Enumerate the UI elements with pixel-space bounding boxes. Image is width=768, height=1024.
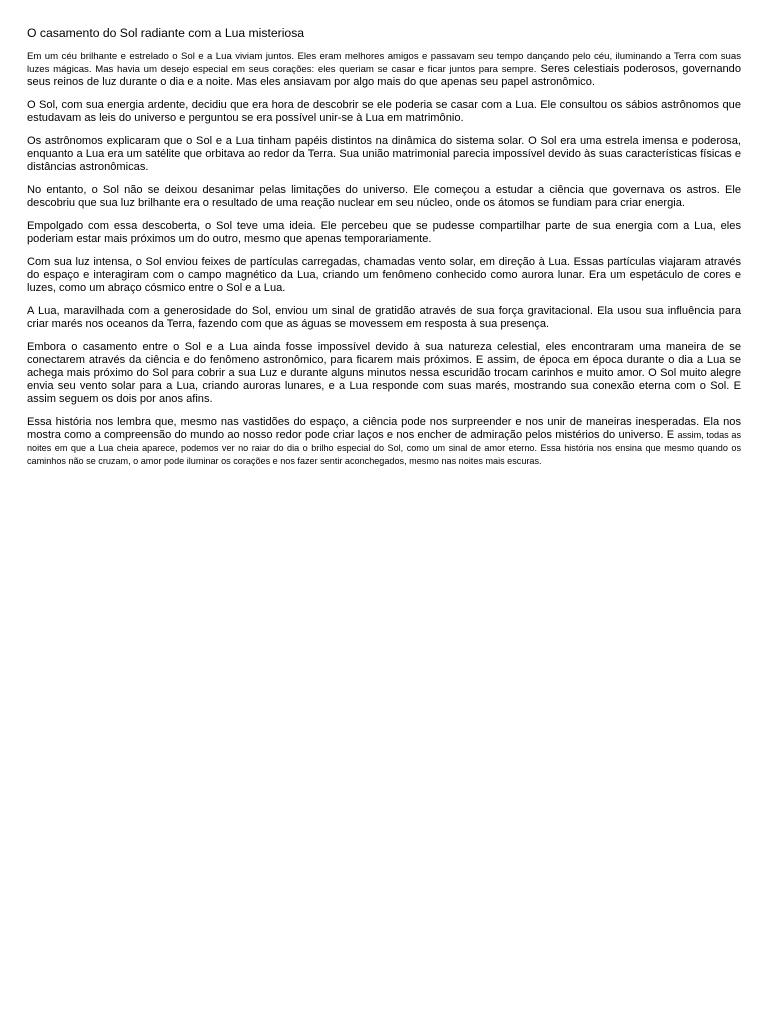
paragraph-9-text: Essa história nos lembra que, mesmo nas vastidões do espaço, a ciência pode nos surpreender e nos unir de maneiras inesperadas. Ela nos mostra como a compreensão do mundo ao nosso redor pode criar laços e nos encher de admiração pelos mistérios do universo. E xyxy=(27,416,741,441)
paragraph-3: Os astrônomos explicaram que o Sol e a Lua tinham papéis distintos na dinâmica do sistema solar. O Sol era uma estrela imensa e poderosa, enquanto a Lua era um satélite que orbitava ao redor da Terra. Sua união matrimonial parecia impossível devido às suas características físicas e distâncias astronômicas. xyxy=(27,135,741,173)
paragraph-4: No entanto, o Sol não se deixou desanimar pelas limitações do universo. Ele começou a estudar a ciência que governava os astros. Ele descobriu que sua luz brilhante era o resultado de uma reação nuclear em seu núcleo, onde os átomos se fundiam para criar energia. xyxy=(27,184,741,209)
paragraph-9 xyxy=(27,416,741,468)
paragraph-1-small-text: Em um céu brilhante e estrelado o Sol e a Lua viviam juntos. Eles eram melhores amigos e passavam seu tempo dançando pelo céu, iluminando a Terra com suas luzes mágicas. Mas havia um desejo especial em seus corações: eles queriam se casar e ficar juntos para sempre. xyxy=(27,51,741,75)
paragraph-6: Com sua luz intensa, o Sol enviou feixes de partículas carregadas, chamadas vento solar, em direção à Lua. Essas partículas viajaram através do espaço e interagiram com o campo magnético da Lua, criando um fenômeno conhecido como aurora lunar. Era um espetáculo de cores e luzes, como um abraço cósmico entre o Sol e a Lua. xyxy=(27,256,741,294)
paragraph-2: O Sol, com sua energia ardente, decidiu que era hora de descobrir se ele poderia se casar com a Lua. Ele consultou os sábios astrônomos que estudavam as leis do universo e perguntou se era possível unir-se à Lua em matrimônio. xyxy=(27,99,741,124)
paragraph-7: A Lua, maravilhada com a generosidade do Sol, enviou um sinal de gratidão através de sua força gravitacional. Ela usou sua influência para criar marés nos oceanos da Terra, fazendo com que as águas se movessem em resposta à sua presença. xyxy=(27,305,741,330)
paragraph-8: Embora o casamento entre o Sol e a Lua ainda fosse impossível devido à sua natureza celestial, eles encontraram uma maneira de se conectarem através da ciência e do fenômeno astronômico, para ficarem mais próximos. E assim, de época em época durante o dia a Lua se achega mais próximo do Sol para cobrir a sua Luz e durante alguns minutos nessa escuridão trocam carinhos e muito amor. O Sol muito alegre envia seu vento solar para a Lua, criando auroras lunares, e a Lua responde com suas marés, mostrando sua conexão eterna com o Sol. E assim seguem os dois por anos afins. xyxy=(27,341,741,405)
paragraph-5: Empolgado com essa descoberta, o Sol teve uma ideia. Ele percebeu que se pudesse compartilhar parte de sua energia com a Lua, eles poderiam estar mais próximos um do outro, mesmo que apenas temporariamente. xyxy=(27,220,741,245)
document-title: O casamento do Sol radiante com a Lua misteriosa xyxy=(27,26,305,40)
document-page xyxy=(27,26,741,478)
paragraph-1 xyxy=(27,50,741,89)
paragraph-9-small-text: assim, todas as noites em que a Lua cheia aparece, podemos ver no raiar do dia o brilho especial do Sol, como um sinal de amor eterno. Essa história nos ensina que mesmo quando os caminhos não se cruzam, o amor pode iluminar os corações e nos fazer sentir aconchegados, mesmo nas noites mais escuras. xyxy=(27,430,741,466)
paragraph-1-text: Seres celestiais poderosos, governando seus reinos de luz durante o dia e a noite. Mas eles ansiavam por algo mais do que apenas seu papel astronômico. xyxy=(27,63,741,88)
